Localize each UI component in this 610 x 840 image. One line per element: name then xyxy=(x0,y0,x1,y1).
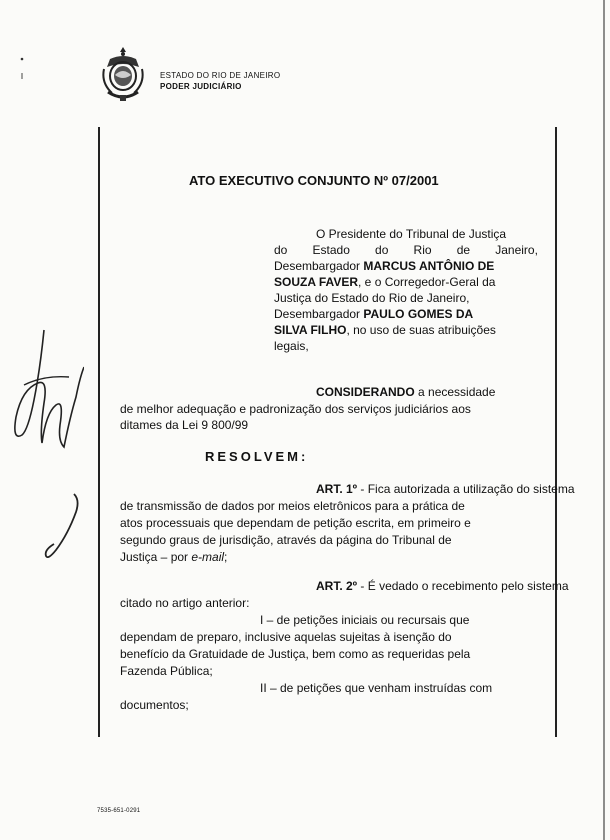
considerando-line-2: de melhor adequação e padronização dos serviços judiciários aos xyxy=(120,402,471,416)
form-code: 7535-651-0291 xyxy=(97,808,141,814)
header-power: PODER JUDICIÁRIO xyxy=(160,82,242,91)
preamble-line-2: do Estado do Rio de Janeiro, xyxy=(274,243,538,257)
preamble-line-8: legais, xyxy=(274,339,309,353)
header-state: ESTADO DO RIO DE JANEIRO xyxy=(160,71,281,80)
art2-item-i-line-2: dependam de preparo, inclusive aquelas sujeitas à isenção do xyxy=(120,630,452,644)
preamble-line-3: Desembargador MARCUS ANTÔNIO DE xyxy=(274,259,495,273)
right-margin-rule xyxy=(555,127,557,737)
preamble-line-6: Desembargador PAULO GOMES DA xyxy=(274,307,474,321)
scan-marks xyxy=(18,55,30,90)
resolvem-heading: RESOLVEM: xyxy=(205,449,309,464)
institution-header xyxy=(160,70,280,92)
preamble-line-1: O Presidente do Tribunal de Justiça xyxy=(316,227,507,241)
handwritten-initials xyxy=(4,325,84,485)
art2-item-i-line-1: I – de petições iniciais ou recursais que xyxy=(260,613,470,627)
document-title: ATO EXECUTIVO CONJUNTO Nº 07/2001 xyxy=(189,173,439,188)
art1-line-2: de transmissão de dados por meios eletrônicos para a prática de xyxy=(120,499,465,513)
art1-line-5: Justiça – por e-mail; xyxy=(120,550,228,564)
art1-line-3: atos processuais que dependam de petição escrita, em primeiro e xyxy=(120,516,471,530)
state-crest-icon xyxy=(100,45,146,103)
art2-item-ii-line-2: documentos; xyxy=(120,698,189,712)
art2-line-2: citado no artigo anterior: xyxy=(120,596,250,610)
art1-line-4: segundo graus de jurisdição, através da página do Tribunal de xyxy=(120,533,452,547)
considerando-line-3: ditames da Lei 9 800/99 xyxy=(120,418,249,432)
art2-item-ii-line-1: II – de petições que venham instruídas com xyxy=(260,681,493,695)
preamble-line-7: SILVA FILHO, no uso de suas atribuições xyxy=(274,323,496,337)
art2-item-i-line-3: benefício da Gratuidade de Justiça, bem como as requeridas pela xyxy=(120,647,471,661)
left-margin-rule xyxy=(98,127,100,737)
scan-edge xyxy=(603,0,605,840)
preamble-line-5: Justiça do Estado do Rio de Janeiro, xyxy=(274,291,470,305)
handwritten-signature xyxy=(40,490,90,570)
art1-line-1: ART. 1º - Fica autorizada a utilização do sistema xyxy=(316,482,575,496)
preamble-line-4: SOUZA FAVER, e o Corregedor-Geral da xyxy=(274,275,496,289)
art2-line-1: ART. 2º - É vedado o recebimento pelo sistema xyxy=(316,579,569,593)
art2-item-i-line-4: Fazenda Pública; xyxy=(120,664,213,678)
considerando-line-1: CONSIDERANDO a necessidade xyxy=(316,385,496,399)
